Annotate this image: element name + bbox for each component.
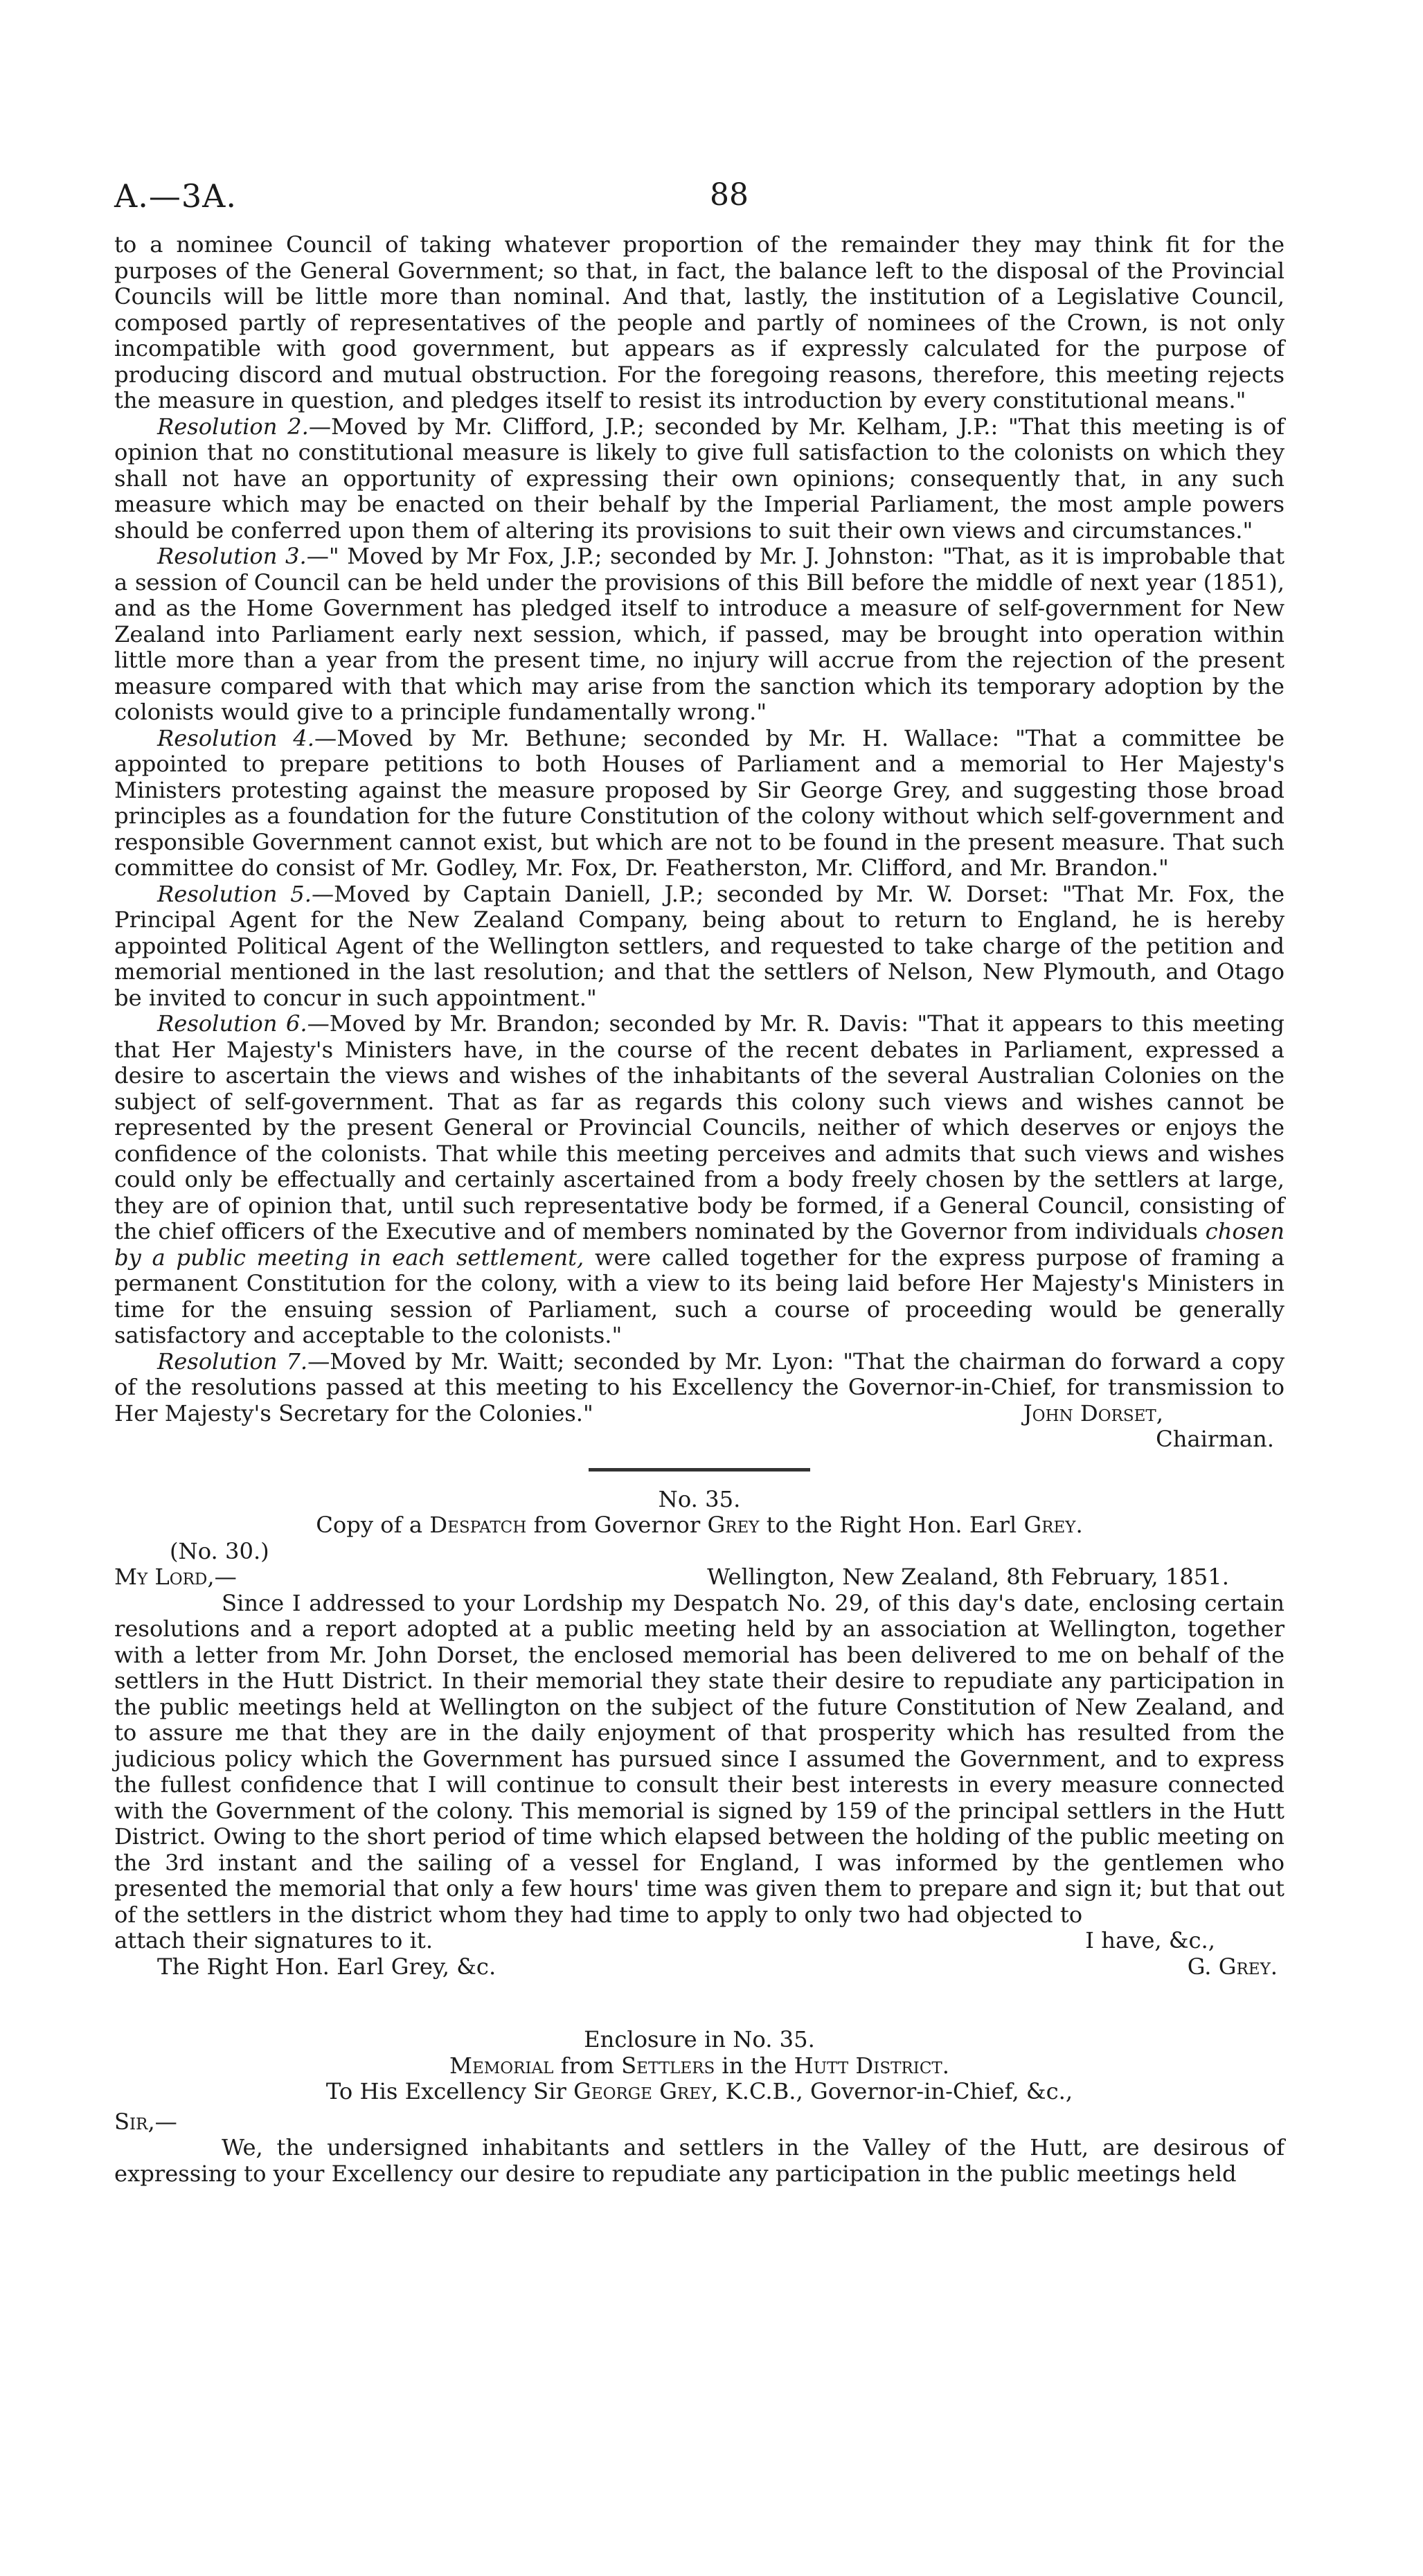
despatch-number: No. 35. [658,1485,741,1512]
despatch-place-date: Wellington, New Zealand, 8th February, 1851. [707,1564,1229,1590]
resolution-label: Resolution 7. [157,1348,308,1375]
despatch-closing: I have, &c., [1085,1927,1215,1953]
page-header [114,177,1285,219]
resolution-label: Resolution 5. [157,880,312,907]
page-body [114,232,1285,2187]
despatch-salutation: My Lord,— [114,1564,237,1590]
document-reference: A.—3A. [114,177,237,215]
continued-paragraph: to a nominee Council of taking whatever proportion of the remainder they may think fit for the purposes of the General Government; so that, in fact, the balance left to the disposal of the Provincial Councils will be little more than nominal. And that, lastly, the institution of a Legislative Council, composed partly of representatives of the people and partly of nominees of the Crown, is not only incompatible with good government, but appears as if expressly calculated for the purpose of producing discord and mutual obstruction. For the foregoing reasons, therefore, this meeting rejects the measure in question, and pledges itself to resist its introduction by every constitutional means." [114,231,1285,413]
memorial-salutation: Sir,— [114,2108,177,2135]
resolution-2 [114,414,1285,544]
resolution-5 [114,882,1285,1012]
resolution-label: Resolution 4. [157,724,315,751]
resolution-4 [114,726,1285,882]
enclosure-heading: Enclosure in No. 35. [584,2026,815,2052]
section-divider [589,1468,810,1472]
resolution-label: Resolution 3. [157,543,307,569]
despatch-closing-row [114,1928,1285,1954]
despatch-addressee: The Right Hon. Earl Grey, &c. [157,1953,496,1980]
resolution-text: —Moved by Captain Daniell, J.P.; seconded by Mr. W. Dorset: "That Mr. Fox, the Principal Agent for the New Zealand Company, being about to return to England, he is hereby appointed Political Agent of the Wellington settlers, and requested to take charge of the petition and memorial mentioned in the last resolution; and that the settlers of Nelson, New Plymouth, and Otago be invited to concur in such appointment." [114,880,1285,1011]
resolution-italic-phrase: chosen by a public meeting in each settlement, [114,1218,1285,1271]
memorial-body: We, the undersigned inhabitants and settlers in the Valley of the Hutt, are desirous of expressing to your Excellency our desire to repudiate any participation in the public meetings held [114,2134,1285,2187]
despatch-signature: G. Grey. [1187,1953,1278,1980]
resolution-label: Resolution 2. [157,413,309,440]
resolution-6 [114,1011,1285,1349]
memorial-addressee: To His Excellency Sir George Grey, K.C.B., Governor-in-Chief, &c., [325,2078,1073,2104]
chairman-role: Chairman. [1156,1426,1274,1452]
resolution-text-after: were called together for the express purpose of framing a permanent Constitution for the colony, with a view to its being laid before Her Majesty's Ministers in time for the ensuing session of Parliament, such a course of proceeding would be generally satisfactory and acceptable to the colonists." [114,1244,1285,1348]
resolution-text: —Moved by Mr. Brandon; seconded by Mr. R. Davis: "That it appears to this meeting that Her Majesty's Ministers have, in the course of the recent debates in Parliament, expressed a desire to ascertain the views and wishes of the inhabitants of the several Australian Colonies on the subject of self-government. That as far as regards this colony such views and wishes cannot be represented by the present General or Provincial Councils, neither of which deserves or enjoys the confidence of the colonists. That while this meeting perceives and admits that such views and wishes could only be effectually and certainly ascertained from a body freely chosen by the settlers at large, they are of opinion that, until such representative body be formed, if a General Council, consisting of the chief officers of the Executive and of members nominated by the Governor from individuals [114,1010,1285,1244]
despatch-signature-row [114,1954,1285,1980]
resolution-text: —" Moved by Mr Fox, J.P.; seconded by Mr. J. Johnston: "That, as it is improbable that a session of Council can be held under the provisions of this Bill before the middle of next year (1851), and as the Home Government has pledged itself to introduce a measure of self-government for New Zealand into Parliament early next session, which, if passed, may be brought into operation within little more than a year from the present time, no injury will accrue from the rejection of the present measure compared with that which may arise from the sanction which its temporary adoption by the colonists would give to a principle fundamentally wrong." [114,543,1285,725]
despatch-title: Copy of a Despatch from Governor Grey to the Right Hon. Earl Grey. [316,1512,1083,1538]
resolution-3 [114,544,1285,726]
chairman-name: John Dorset, [1023,1399,1163,1426]
memorial-title: Memorial from Settlers in the Hutt District. [449,2052,949,2079]
despatch-salutation-row [114,1564,1285,1591]
page-number: 88 [710,177,749,213]
despatch-sub-number: (No. 30.) [170,1537,269,1564]
resolution-text: —Moved by Mr. Clifford, J.P.; seconded by Mr. Kelham, J.P.: "That this meeting is of opinion that no constitutional measure is likely to give full satisfaction to the colonists on which they shall not have an opportunity of expressing their own opinions; consequently that, in any such measure which may be enacted on their behalf by the Imperial Parliament, the most ample powers should be conferred upon them of altering its provisions to suit their own views and circumstances." [114,413,1285,544]
despatch-body: Since I addressed to your Lordship my Despatch No. 29, of this day's date, enclosing certain resolutions and a report adopted at a public meeting held by an association at Wellington, together with a letter from Mr. John Dorset, the enclosed memorial has been delivered to me on behalf of the settlers in the Hutt District. In their memorial they state their desire to repudiate any participation in the public meetings held at Wellington on the subject of the future Constitution of New Zealand, and to assure me that they are in the daily enjoyment of that prosperity which has resulted from the judicious policy which the Government has pursued since I assumed the Government, and to express the fullest confidence that I will continue to consult their best interests in every measure connected with the Government of the colony. This memorial is signed by 159 of the principal settlers in the Hutt District. Owing to the short period of time which elapsed between the holding of the public meeting on the 3rd instant and the sailing of a vessel for England, I was informed by the gentlemen who presented the memorial that only a few hours' time was given them to prepare and sign it; but that out of the settlers in the district whom they had time to apply to only two had objected to [114,1589,1285,1928]
spacer [114,1980,1285,2027]
resolution-text: —Moved by Mr. Bethune; seconded by Mr. H. Wallace: "That a committee be appointed to prepare petitions to both Houses of Parliament and a memorial to Her Majesty's Ministers protesting against the measure proposed by Sir George Grey, and suggesting those broad principles as a foundation for the future Constitution of the colony without which self-government and responsible Government cannot exist, but which are not to be found in the present measure. That such committee do consist of Mr. Godley, Mr. Fox, Dr. Featherston, Mr. Clifford, and Mr. Brandon." [114,724,1285,881]
resolution-text: —Moved by Mr. Waitt; seconded by Mr. Lyon: "That the chairman do forward a copy of the resolutions passed at this meeting to his Excellency the Governor-in-Chief, for transmission to Her Majesty's Secretary for the Colonies." [114,1348,1285,1426]
despatch-last-line: attach their signatures to it. [114,1927,433,1953]
resolution-label: Resolution 6. [157,1010,307,1037]
